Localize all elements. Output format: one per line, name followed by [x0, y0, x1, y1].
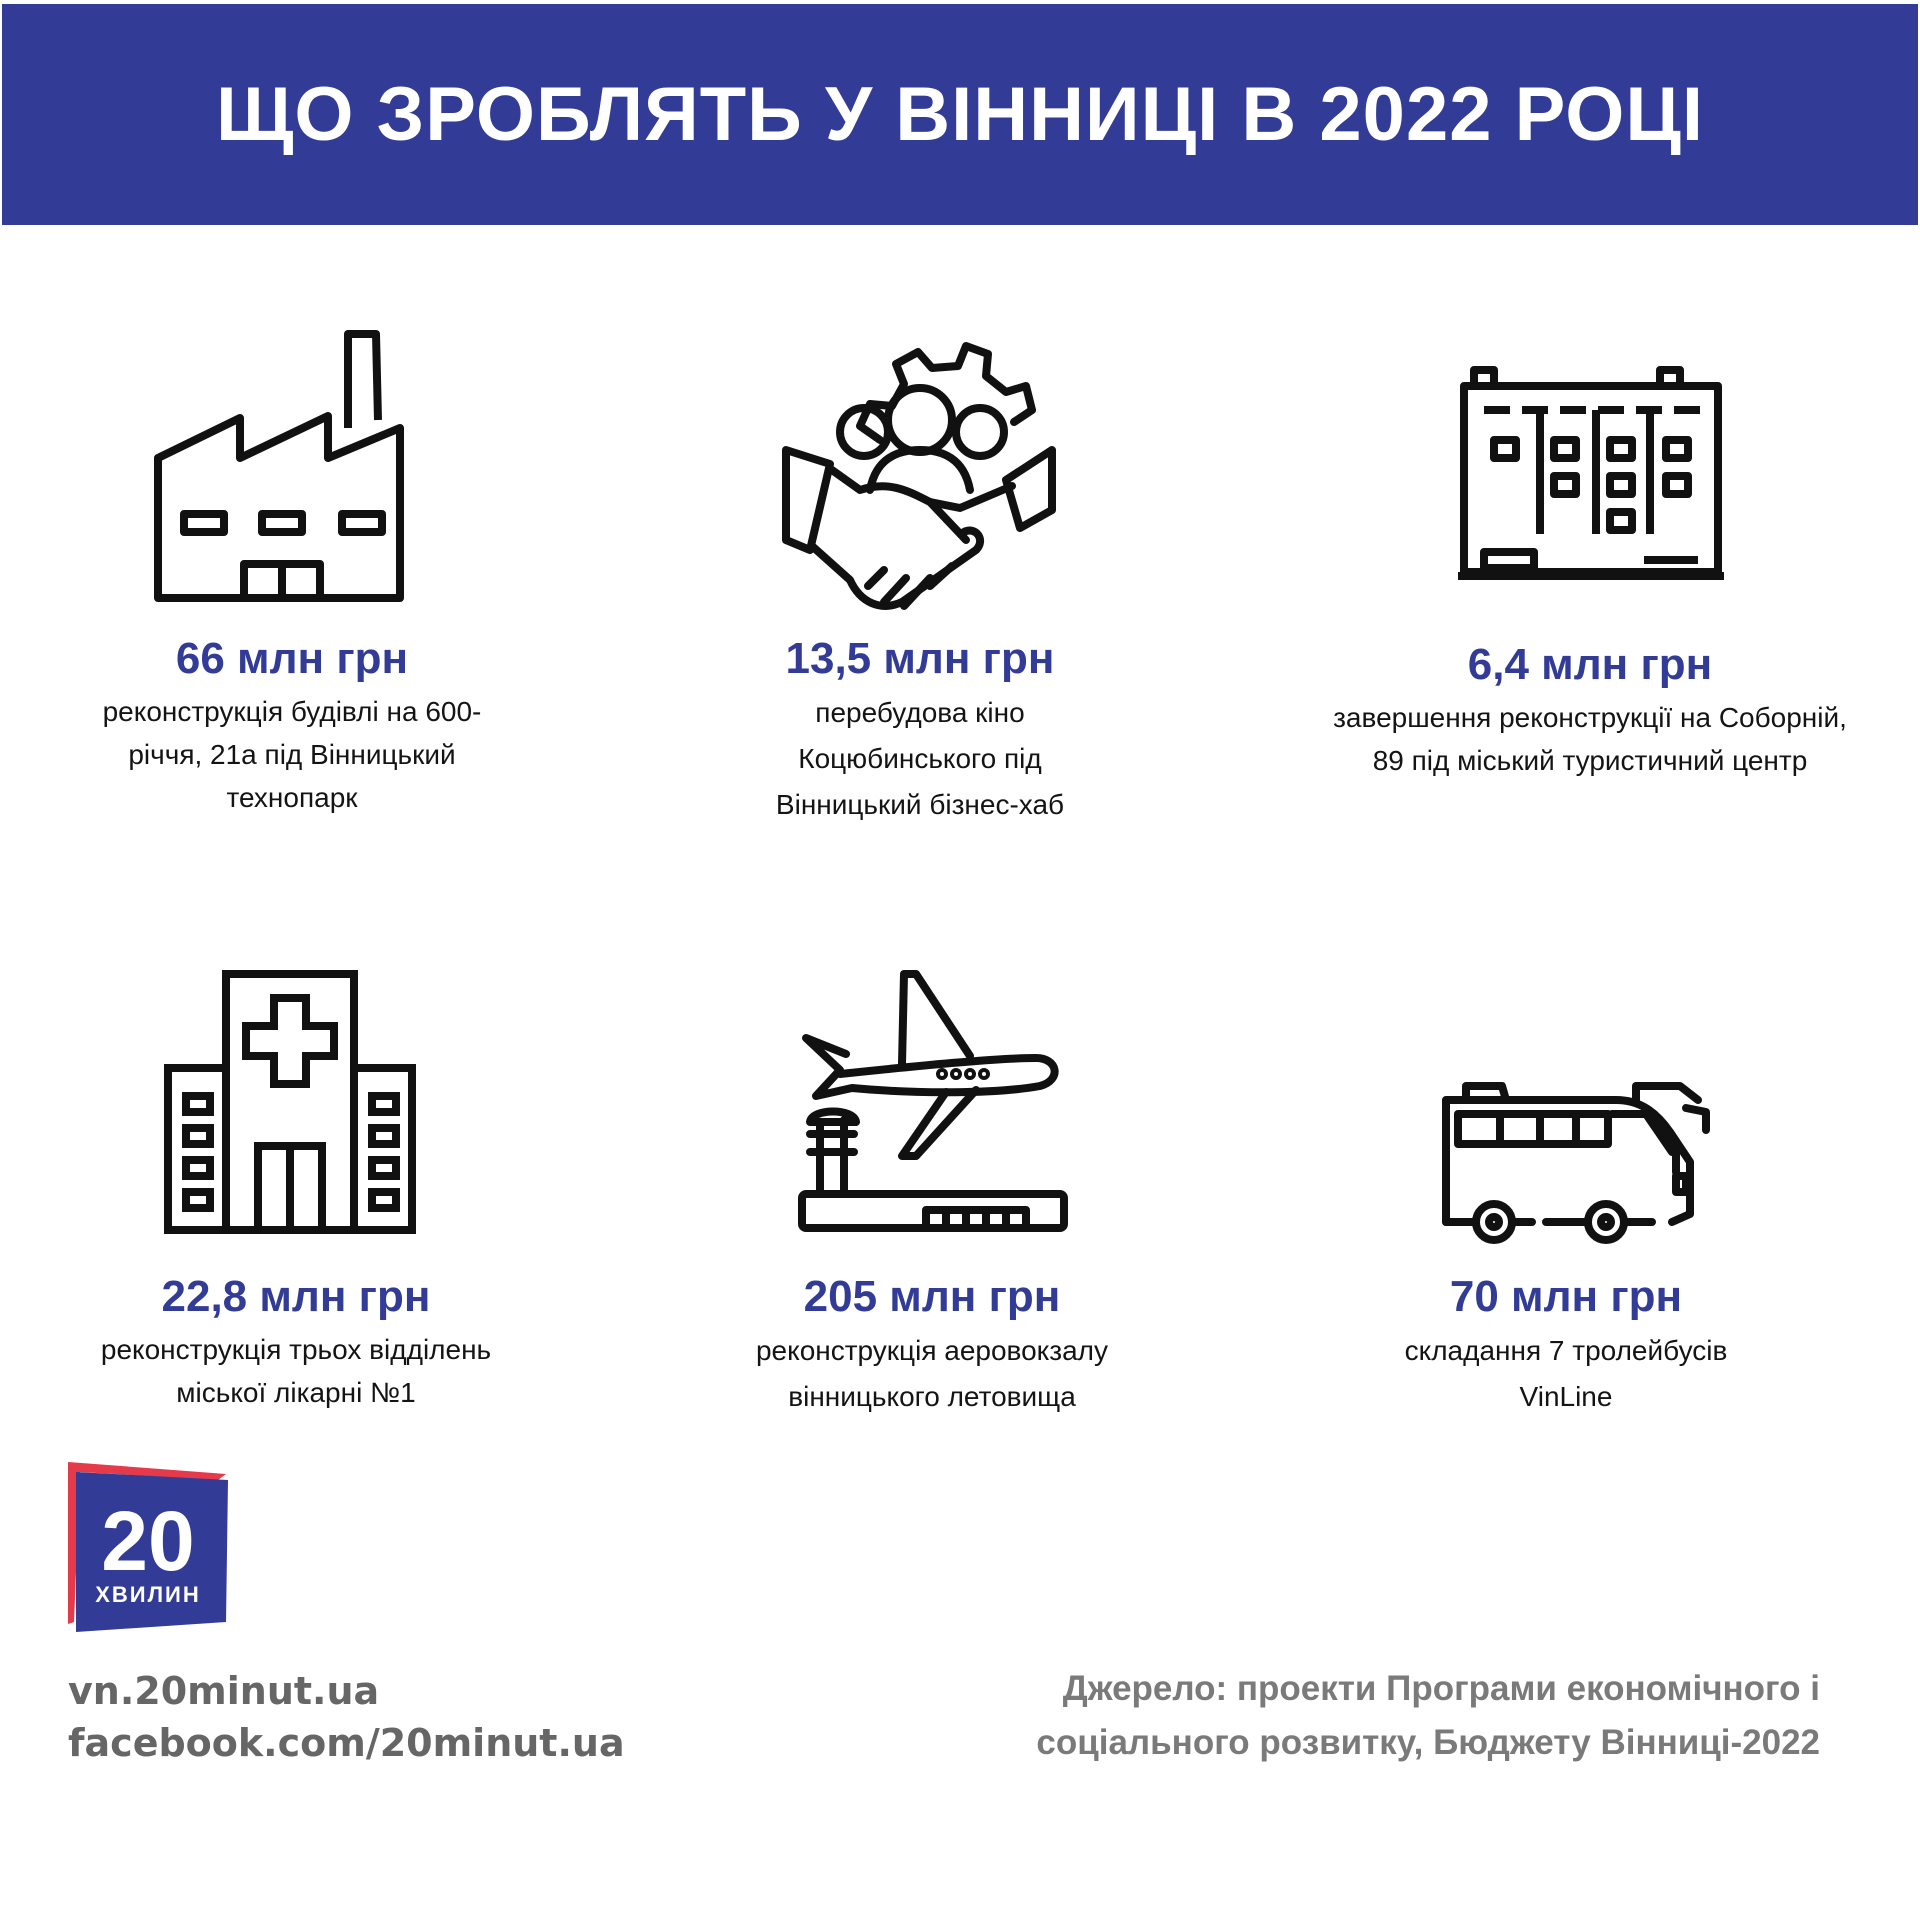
project-card-tourist-center: [1310, 638, 1870, 782]
project-description: реконструкція трьох відділень міської лікарні №1: [100, 1334, 492, 1408]
project-description: складання 7 тролейбусів VinLine: [1404, 1335, 1728, 1412]
hospital-icon: [162, 968, 420, 1236]
project-description: реконструкція аеровокзалу вінницького летовища: [755, 1335, 1108, 1412]
factory-icon: [150, 328, 410, 608]
site-link[interactable]: vn.20minut.ua: [68, 1669, 380, 1713]
project-amount: 22,8 млн грн: [161, 1272, 431, 1321]
project-card-technopark: [12, 632, 572, 819]
trolleybus-icon: [1440, 1072, 1716, 1244]
project-amount: 66 млн грн: [175, 634, 409, 683]
project-amount: 6,4 млн грн: [1467, 640, 1713, 689]
project-card-trolleybus: [1286, 1270, 1846, 1420]
project-description: завершення реконструкції на Соборній, 89 під міський туристичний центр: [1333, 702, 1847, 776]
footer-links: [68, 1665, 625, 1769]
airport-icon: [796, 970, 1070, 1234]
logo-graphic: [66, 1462, 232, 1632]
logo-number: 20: [101, 1494, 195, 1588]
logo-20-hvylyn: [66, 1462, 232, 1632]
facebook-link[interactable]: facebook.com/20minut.ua: [68, 1721, 625, 1765]
project-description: перебудова кіно Коцюбинського під Вінницький бізнес-хаб: [775, 697, 1065, 820]
page-title: ЩО ЗРОБЛЯТЬ У ВІННИЦІ В 2022 РОЦІ: [215, 72, 1705, 157]
project-card-business-hub: [640, 632, 1200, 828]
business-hub-icon: [780, 340, 1060, 620]
project-amount: 70 млн грн: [1449, 1272, 1683, 1321]
project-description: реконструкція будівлі на 600-річчя, 21а під Вінницький технопарк: [102, 696, 482, 813]
project-card-hospital: [16, 1270, 576, 1414]
project-card-airport: [652, 1270, 1212, 1420]
project-amount: 13,5 млн грн: [785, 634, 1055, 683]
project-amount: 205 млн грн: [803, 1272, 1061, 1321]
header-banner: [2, 4, 1918, 225]
building-icon: [1454, 366, 1728, 588]
source-note: Джерело: проекти Програми економічного і соціального розвитку, Бюджету Вінниці-2022: [1036, 1669, 1820, 1762]
logo-word: ХВИЛИН: [95, 1582, 201, 1607]
